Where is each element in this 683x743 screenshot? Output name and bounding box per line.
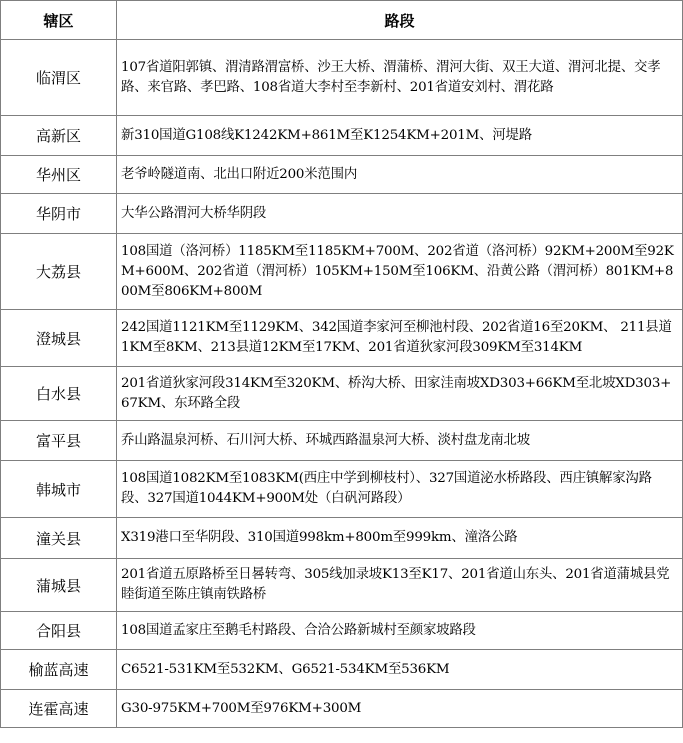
header-roads: 路段 bbox=[117, 1, 683, 40]
table-row bbox=[1, 559, 683, 612]
district-cell: 榆蓝高速 bbox=[1, 650, 117, 690]
table-row bbox=[1, 612, 683, 650]
district-cell: 华州区 bbox=[1, 156, 117, 194]
roads-cell: 108国道1082KM至1083KM(西庄中学到柳枝村）、327国道泌水桥路段、西庄镇解家沟路段、327国道1044KM+900M处（白矾河路段） bbox=[117, 461, 683, 518]
table-row bbox=[1, 518, 683, 559]
roads-cell: 201省道五原路桥至日晷转弯、305线加录坡K13至K17、201省道山东头、201省道蒲城县党睦街道至陈庄镇南铁路桥 bbox=[117, 559, 683, 612]
district-cell: 蒲城县 bbox=[1, 559, 117, 612]
roads-cell: 老爷岭隧道南、北出口附近200米范围内 bbox=[117, 156, 683, 194]
table-row bbox=[1, 310, 683, 367]
roads-cell: 201省道狄家河段314KM至320KM、桥沟大桥、田家洼南坡XD303+66KM至北坡XD303+67KM、东环路全段 bbox=[117, 367, 683, 421]
district-cell: 韩城市 bbox=[1, 461, 117, 518]
district-cell: 高新区 bbox=[1, 116, 117, 156]
roads-cell: C6521-531KM至532KM、G6521-534KM至536KM bbox=[117, 650, 683, 690]
table-row bbox=[1, 650, 683, 690]
table-row bbox=[1, 116, 683, 156]
roads-cell: X319港口至华阴段、310国道998km+800m至999km、潼洛公路 bbox=[117, 518, 683, 559]
district-cell: 临渭区 bbox=[1, 40, 117, 116]
table-row bbox=[1, 194, 683, 234]
roads-cell: 大华公路渭河大桥华阴段 bbox=[117, 194, 683, 234]
district-cell: 潼关县 bbox=[1, 518, 117, 559]
header-row bbox=[1, 1, 683, 40]
district-cell: 大荔县 bbox=[1, 234, 117, 310]
district-cell: 华阴市 bbox=[1, 194, 117, 234]
district-cell: 连霍高速 bbox=[1, 690, 117, 728]
roads-cell: 新310国道G108线K1242KM+861M至K1254KM+201M、河堤路 bbox=[117, 116, 683, 156]
table-row bbox=[1, 461, 683, 518]
header-district: 辖区 bbox=[1, 1, 117, 40]
district-cell: 富平县 bbox=[1, 421, 117, 461]
roads-cell: 242国道1121KM至1129KM、342国道李家河至柳池村段、202省道16至20KM、 211县道1KM至8KM、213县道12KM至17KM、201省道狄家河段309KM至314KM bbox=[117, 310, 683, 367]
roads-cell: 108国道孟家庄至鹅毛村路段、合洽公路新城村至颜家坡路段 bbox=[117, 612, 683, 650]
roads-cell: 107省道阳郭镇、渭清路渭富桥、沙王大桥、渭蒲桥、渭河大街、双王大道、渭河北提、交孝路、来官路、孝巴路、108省道大李村至李新村、201省道安刘村、渭花路 bbox=[117, 40, 683, 116]
table-row bbox=[1, 421, 683, 461]
district-cell: 合阳县 bbox=[1, 612, 117, 650]
roads-cell: 108国道（洛河桥）1185KM至1185KM+700M、202省道（洛河桥）92KM+200M至92KM+600M、202省道（渭河桥）105KM+150M至106KM、沿黄公路（渭河桥）801KM+800M至806KM+800M bbox=[117, 234, 683, 310]
table-row bbox=[1, 367, 683, 421]
district-cell: 澄城县 bbox=[1, 310, 117, 367]
table-row bbox=[1, 40, 683, 116]
table-row bbox=[1, 690, 683, 728]
district-cell: 白水县 bbox=[1, 367, 117, 421]
roads-cell: G30-975KM+700M至976KM+300M bbox=[117, 690, 683, 728]
table-row bbox=[1, 234, 683, 310]
table-row bbox=[1, 156, 683, 194]
roads-cell: 乔山路温泉河桥、石川河大桥、环城西路温泉河大桥、淡村盘龙南北坡 bbox=[117, 421, 683, 461]
